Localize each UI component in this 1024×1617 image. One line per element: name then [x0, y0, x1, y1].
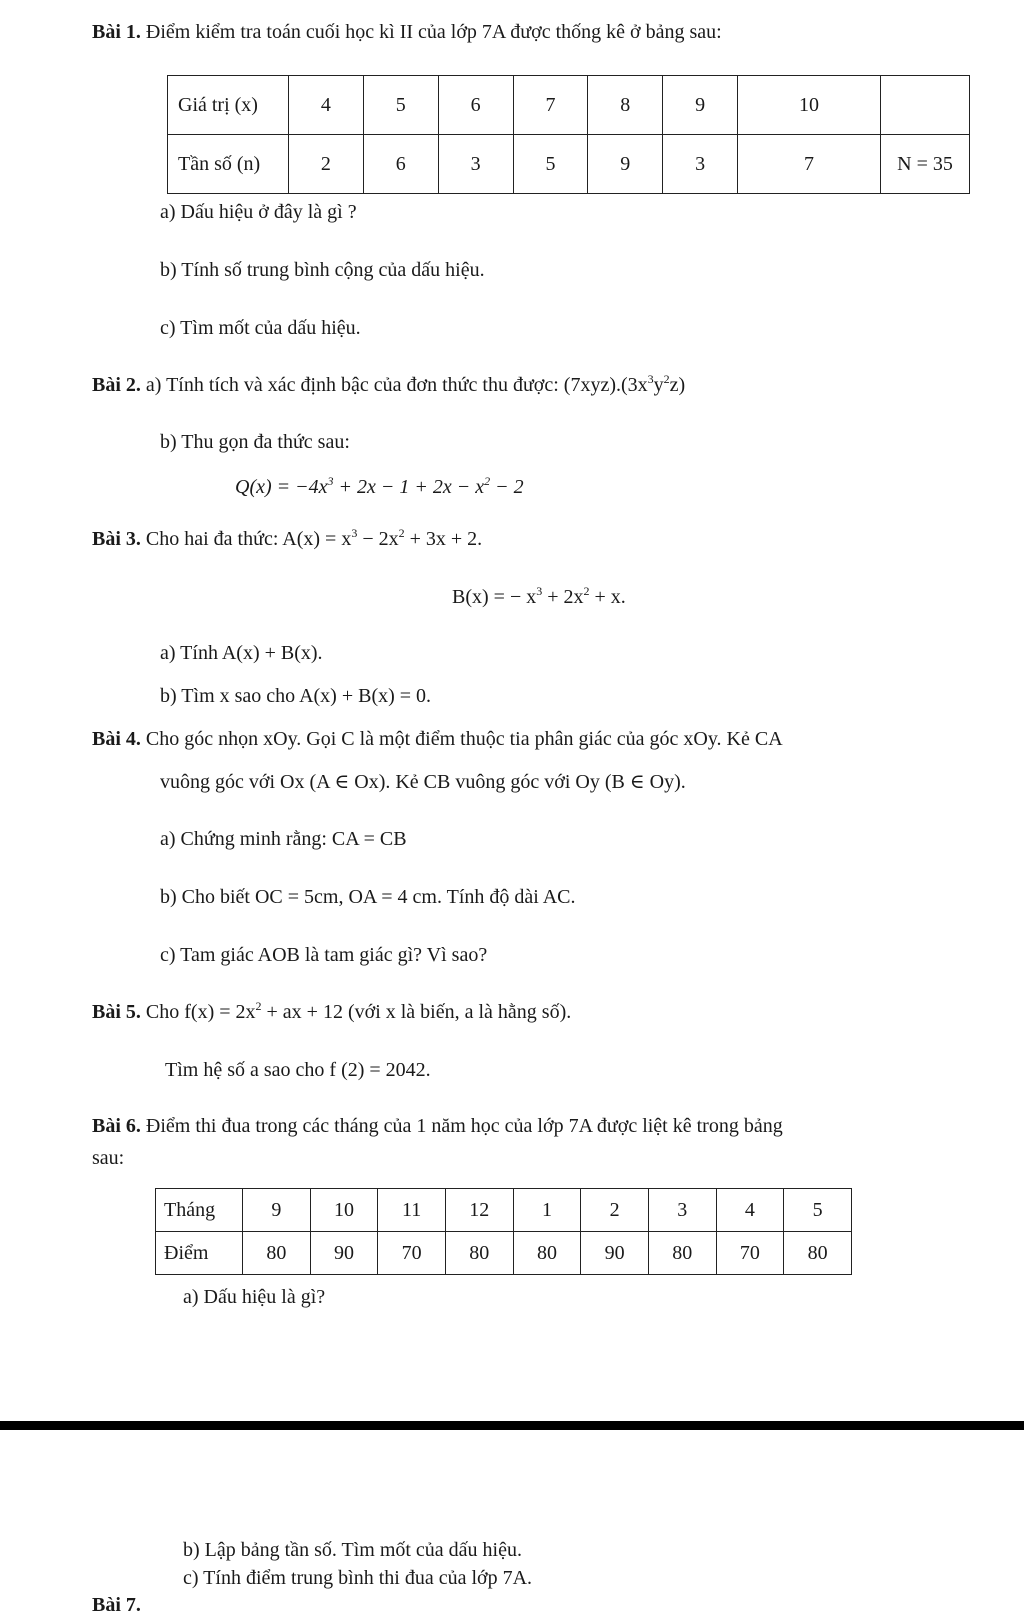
bai1-frequency-table — [167, 75, 970, 194]
bai1-question-b: b) Tính số trung bình cộng của dấu hiệu. — [160, 259, 485, 281]
bai4-heading: Bài 4. Cho góc nhọn xOy. Gọi C là một điểm thuộc tia phân giác của góc xOy. Kẻ CA — [92, 728, 783, 750]
table-cell-empty — [881, 76, 970, 135]
table-header-cell: Giá trị (x) — [168, 76, 289, 135]
bai6-heading-cont: sau: — [92, 1147, 125, 1169]
table-cell: 1 — [513, 1189, 581, 1232]
table-cell: 5 — [363, 76, 438, 135]
bai5-heading: Bài 5. Cho $f(x) = 2x^2$ + ax + 12 (với x là biến, a là hằng số). — [92, 999, 572, 1023]
bai6-score-table — [155, 1188, 852, 1275]
table-cell: 4 — [716, 1189, 784, 1232]
bai6-heading: Bài 6. Điểm thi đua trong các tháng của 1 năm học của lớp 7A được liệt kê trong bảng — [92, 1115, 783, 1137]
table-cell: 90 — [310, 1232, 378, 1275]
table-cell: 9 — [663, 76, 738, 135]
bai5-question: Tìm hệ số a sao cho f (2) = 2042. — [165, 1059, 431, 1081]
polynomial-a: $A(x) = x^3 - 2x^2 + 3x + 2$. — [282, 526, 483, 550]
bai1-heading: Bài 1. Điểm kiểm tra toán cuối học kì II của lớp 7A được thống kê ở bảng sau: — [92, 21, 722, 43]
polynomial-b: B(x) = − $x^3 + 2x^2 + x$. — [452, 584, 626, 608]
table-cell: 12 — [445, 1189, 513, 1232]
bai3-question-b: b) Tìm x sao cho A(x) + B(x) = 0. — [160, 685, 432, 707]
bai6-question-c: c) Tính điểm trung bình thi đua của lớp 7A. — [183, 1567, 533, 1589]
bai3-question-a: a) Tính A(x) + B(x). — [160, 642, 323, 664]
table-cell: 7 — [738, 135, 881, 194]
table-cell: 2 — [581, 1189, 649, 1232]
table-cell: 90 — [581, 1232, 649, 1275]
table-cell: 80 — [784, 1232, 852, 1275]
table-cell: 80 — [513, 1232, 581, 1275]
bai3-heading: Bài 3. Cho hai đa thức: $A(x) = x^3 - 2x^2 + 3x + 2$. — [92, 526, 483, 550]
table-row — [168, 76, 970, 135]
table-cell: 9 — [243, 1189, 311, 1232]
table-cell: 5 — [513, 135, 588, 194]
bai4-question-c: c) Tam giác AOB là tam giác gì? Vì sao? — [160, 944, 488, 966]
table-cell: 3 — [663, 135, 738, 194]
table-cell: 80 — [243, 1232, 311, 1275]
table-cell: 70 — [378, 1232, 446, 1275]
table-cell: 6 — [363, 135, 438, 194]
table-cell: 3 — [438, 135, 513, 194]
table-cell: 2 — [289, 135, 364, 194]
table-cell: 3 — [648, 1189, 716, 1232]
table-header-cell: Tần số (n) — [168, 135, 289, 194]
table-cell: 6 — [438, 76, 513, 135]
bai4-question-b: b) Cho biết OC = 5cm, OA = 4 cm. Tính độ dài AC. — [160, 886, 576, 908]
bai1-question-c: c) Tìm mốt của dấu hiệu. — [160, 317, 361, 339]
table-header-cell: Điểm — [156, 1232, 243, 1275]
bai1-question-a: a) Dấu hiệu ở đây là gì ? — [160, 201, 357, 223]
table-cell: 10 — [738, 76, 881, 135]
table-header-cell: Tháng — [156, 1189, 243, 1232]
bai4-line-2: vuông góc với Ox (A ∈ Ox). Kẻ CB vuông góc với Oy (B ∈ Oy). — [160, 771, 686, 793]
table-cell: 4 — [289, 76, 364, 135]
table-cell: 10 — [310, 1189, 378, 1232]
monomial-expression: $(7xyz).(3x^3y^2z)$ — [563, 372, 686, 396]
bai2-question-a: Bài 2. a) Tính tích và xác định bậc của đơn thức thu được: $(7xyz).(3x^3y^2z)$ — [92, 372, 686, 396]
table-cell: 7 — [513, 76, 588, 135]
black-divider-bar — [0, 1421, 1024, 1430]
table-cell: 11 — [378, 1189, 446, 1232]
table-cell: 9 — [588, 135, 663, 194]
table-cell: 8 — [588, 76, 663, 135]
table-cell: 80 — [648, 1232, 716, 1275]
table-cell: 80 — [445, 1232, 513, 1275]
bai2-question-b: b) Thu gọn đa thức sau: — [160, 431, 350, 453]
table-cell: 5 — [784, 1189, 852, 1232]
polynomial-q: $Q(x) = -4x^3 + 2x - 1 + 2x - x^2 - 2$ — [235, 474, 524, 498]
bai4-question-a: a) Chứng minh rằng: CA = CB — [160, 828, 407, 850]
table-row — [156, 1232, 852, 1275]
bai6-question-b: b) Lập bảng tần số. Tìm mốt của dấu hiệu. — [183, 1539, 522, 1561]
bai6-question-a: a) Dấu hiệu là gì? — [183, 1286, 326, 1308]
table-cell: 70 — [716, 1232, 784, 1275]
table-total-cell: N = 35 — [881, 135, 970, 194]
table-row — [168, 135, 970, 194]
table-row — [156, 1189, 852, 1232]
bai7-heading: Bài 7. — [92, 1594, 141, 1616]
